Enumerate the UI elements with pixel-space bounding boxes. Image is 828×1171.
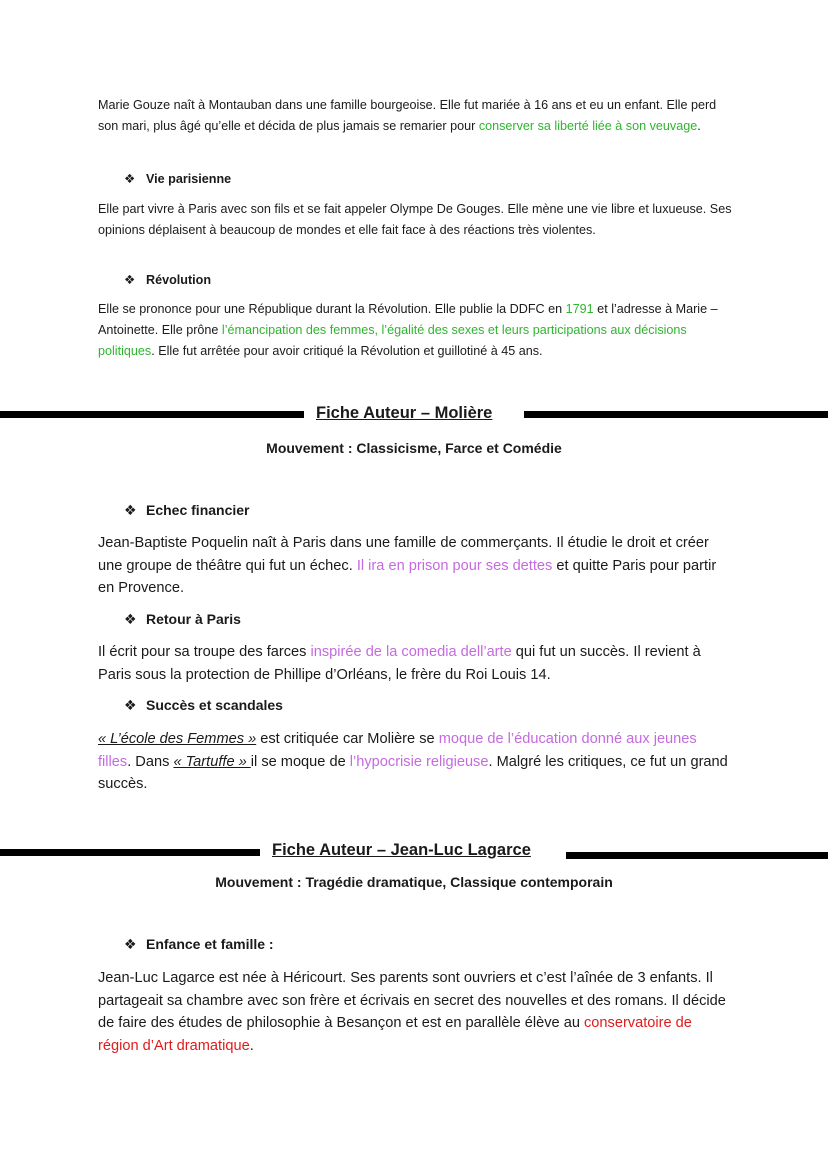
subheading-revolution: ❖ Révolution: [124, 273, 212, 287]
highlight-text: l’hypocrisie religieuse: [349, 753, 489, 770]
diamond-bullet-icon: ❖: [124, 697, 137, 713]
diamond-bullet-icon: ❖: [124, 172, 136, 186]
moliere-retour-paragraph: Il écrit pour sa troupe des farces inspirée de la comedia dell’arte qui fut un succès. Il revient à Paris sous la protection de Phillipe d’Orléans, le frère du Roi Louis 14.: [98, 644, 701, 683]
subheading-succes-scandales: ❖ Succès et scandales: [124, 697, 283, 713]
moliere-echec-paragraph: Jean-Baptiste Poquelin naît à Paris dans une famille de commerçants. Il étudie le droit et créer une groupe de théâtre qui fut un échec. Il ira en prison pour ses dettes et quitte Paris pour partir en Provence.: [98, 535, 717, 596]
lagarce-enfance-paragraph: Jean-Luc Lagarce est née à Héricourt. Ses parents sont ouvriers et c’est l’aînée de 3 enfants. Il partageait sa chambre avec son frère et écrivais en secret des nouvelles et des romans. Il décide de faire des études de philosophie à Besançon et est en parallèle élève au conservatoire de région d’Art dramatique.: [98, 970, 726, 1054]
section-divider-right: [524, 411, 828, 418]
moliere-succes-paragraph: « L’école des Femmes » est critiquée car Molière se moque de l’éducation donné aux jeunes filles. Dans « Tartuffe » il se moque de l’hypocrisie religieuse. Malgré les critiques, ce fut un grand succès.: [98, 731, 728, 792]
subheading-enfance-famille: ❖ Enfance et famille :: [124, 936, 274, 952]
work-title: « Tartuffe »: [173, 753, 251, 770]
subheading-vie-parisienne: ❖ Vie parisienne: [124, 172, 232, 186]
section-divider-left: [0, 411, 304, 418]
subheading-echec-financier: ❖ Echec financier: [124, 502, 250, 518]
gouges-paris-paragraph: Elle part vivre à Paris avec son fils et se fait appeler Olympe De Gouges. Elle mène une vie libre et luxueuse. Ses opinions déplaisent à beaucoup de mondes et elle fait face à des réactions très violentes.: [98, 202, 732, 237]
highlight-text: conservatoire de région d’Art dramatique: [98, 1015, 692, 1054]
section-title-lagarce: Fiche Auteur – Jean-Luc Lagarce: [272, 841, 531, 859]
diamond-bullet-icon: ❖: [124, 611, 137, 627]
section-divider-right: [566, 852, 828, 859]
section-title-moliere: Fiche Auteur – Molière: [316, 404, 493, 422]
highlight-text: l’émancipation des femmes, l’égalité des sexes et leurs participations aux décisions politiques: [98, 323, 687, 358]
gouges-intro-paragraph: Marie Gouze naît à Montauban dans une famille bourgeoise. Elle fut mariée à 16 ans et eu un enfant. Elle perd son mari, plus âgé qu’elle et décida de plus jamais se remarier pour conserver sa liberté liée à son veuvage.: [98, 98, 717, 133]
highlight-text: inspirée de la comedia dell’arte: [310, 644, 512, 660]
diamond-bullet-icon: ❖: [124, 936, 137, 952]
gouges-revolution-paragraph: Elle se prononce pour une République durant la Révolution. Elle publie la DDFC en 1791 et l’adresse à Marie – Antoinette. Elle prône l’émancipation des femmes, l’égalité des sexes et leurs participations aux décisions politiques. Elle fut arrêtée pour avoir critiqué la Révolution et guillotiné à 45 ans.: [98, 302, 718, 358]
highlight-text: conserver sa liberté liée à son veuvage: [478, 119, 698, 133]
highlight-text: Il ira en prison pour ses dettes: [356, 557, 553, 574]
diamond-bullet-icon: ❖: [124, 502, 137, 518]
highlight-text: moque de l’éducation donné aux jeunes filles: [98, 731, 697, 770]
highlight-text: 1791: [565, 302, 594, 316]
diamond-bullet-icon: ❖: [124, 273, 136, 287]
work-title: « L’école des Femmes »: [98, 731, 257, 747]
section-divider-left: [0, 849, 260, 856]
movement-moliere: Mouvement : Classicisme, Farce et Comédie: [266, 440, 562, 456]
movement-lagarce: Mouvement : Tragédie dramatique, Classique contemporain: [215, 874, 613, 890]
subheading-retour-paris: ❖ Retour à Paris: [124, 611, 241, 627]
